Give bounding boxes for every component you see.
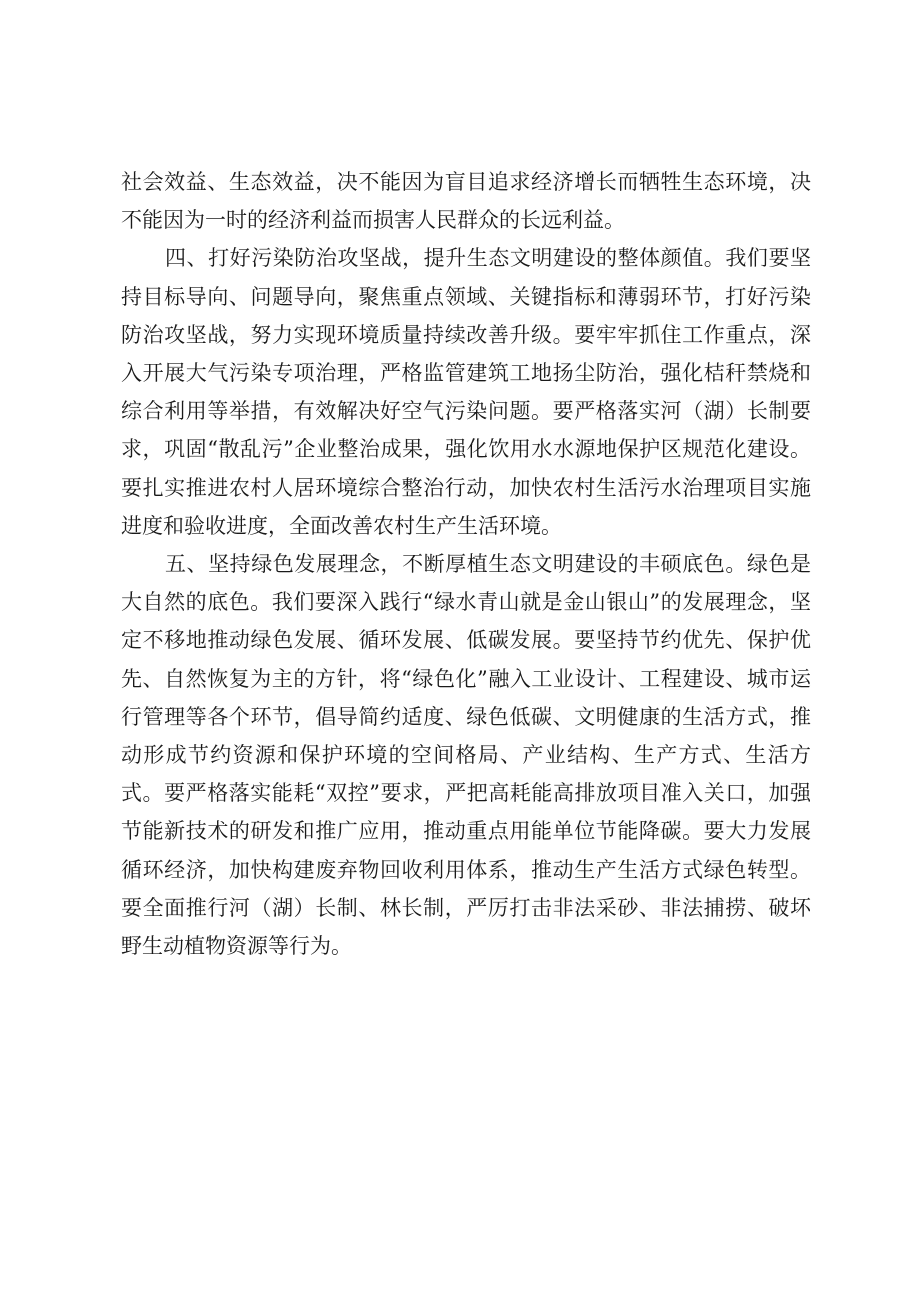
paragraph-continuation: 社会效益、生态效益，决不能因为盲目追求经济增长而牺牲生态环境，决不能因为一时的经济利益而损害人民群众的长远利益。 <box>121 170 811 233</box>
paragraph-green-development: 五、坚持绿色发展理念，不断厚植生态文明建设的丰硕底色。绿色是大自然的底色。我们要深入践行“绿水青山就是金山银山”的发展理念，坚定不移地推动绿色发展、循环发展、低碳发展。要坚持节约优先、保护优先、自然恢复为主的方针，将“绿色化”融入工业设计、工程建设、城市运行管理等各个环节，倡导简约适度、绿色低碳、文明健康的生活方式，推动形成节约资源和保护环境的空间格局、产业结构、生产方式、生活方式。要严格落实能耗“双控”要求，严把高耗能高排放项目准入关口，加强节能新技术的研发和推广应用，推动重点用能单位节能降碳。要大力发展循环经济，加快构建废弃物回收利用体系，推动生产生活方式绿色转型。要全面推行河（湖）长制、林长制，严厉打击非法采砂、非法捕捞、破坏野生动植物资源等行为。 <box>121 552 811 959</box>
paragraph-pollution-control: 四、打好污染防治攻坚战，提升生态文明建设的整体颜值。我们要坚持目标导向、问题导向，聚焦重点领域、关键指标和薄弱环节，打好污染防治攻坚战，努力实现环境质量持续改善升级。要牢牢抓住工作重点，深入开展大气污染专项治理，严格监管建筑工地扬尘防治，强化桔秆禁烧和综合利用等举措，有效解决好空气污染问题。要严格落实河（湖）长制要求，巩固“散乱污”企业整治成果，强化饮用水水源地保护区规范化建设。要扎实推进农村人居环境综合整治行动，加快农村生活污水治理项目实施进度和验收进度，全面改善农村生产生活环境。 <box>121 246 811 538</box>
document-page <box>121 163 811 965</box>
